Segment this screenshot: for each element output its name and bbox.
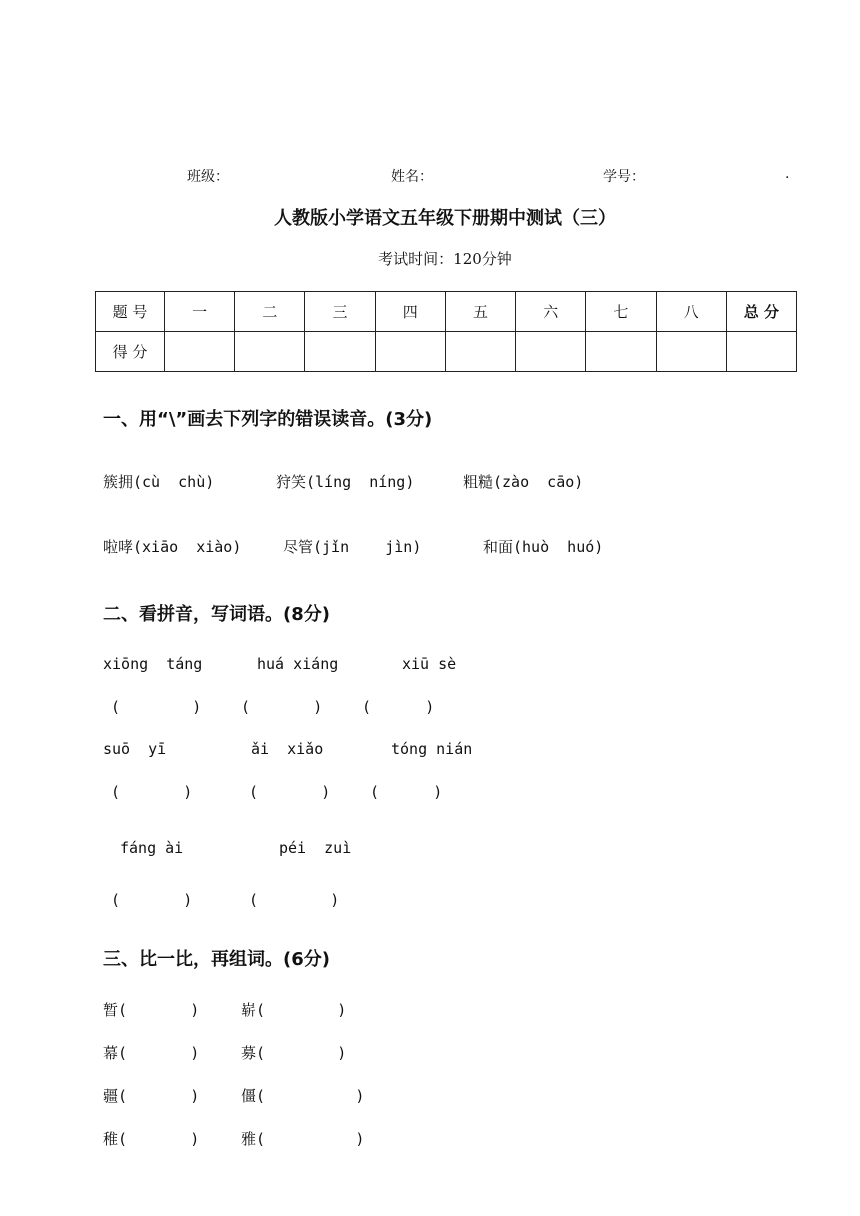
page-title: 人教版小学语文五年级下册期中测试（三） xyxy=(274,208,616,229)
table-cell: 二 xyxy=(235,292,305,332)
compare-item[interactable]: 幕( ) xyxy=(103,1044,200,1062)
score-cell[interactable] xyxy=(235,332,305,372)
pinyin-item: ǎi xiǎo xyxy=(251,740,324,758)
pinyin-item: suō yī xyxy=(103,740,167,758)
table-cell: 四 xyxy=(375,292,445,332)
pronunciation-item: 啦哮(xiāo xiào) xyxy=(103,538,242,556)
answer-blank[interactable]: ( ) xyxy=(111,783,193,801)
score-cell[interactable] xyxy=(726,332,796,372)
pinyin-item: xiū sè xyxy=(402,655,457,673)
pinyin-item: huá xiáng xyxy=(257,655,339,673)
section-heading: 三、比一比，再组词。(6分) xyxy=(103,949,330,970)
compare-item[interactable]: 疆( ) xyxy=(103,1087,200,1105)
table-row xyxy=(96,332,797,372)
score-cell[interactable] xyxy=(656,332,726,372)
pronunciation-item: 簇拥(cù chù) xyxy=(103,473,215,491)
answer-blank[interactable]: ( ) xyxy=(111,698,202,716)
pinyin-item: tóng nián xyxy=(391,740,473,758)
answer-blank[interactable]: ( ) xyxy=(362,698,435,716)
answer-blank[interactable]: ( ) xyxy=(111,891,193,909)
section-heading: 一、用“\”画去下列字的错误读音。(3分) xyxy=(103,409,433,430)
pronunciation-item: 粗糙(zào cāo) xyxy=(463,473,584,491)
table-cell: 五 xyxy=(445,292,515,332)
table-cell: 八 xyxy=(656,292,726,332)
score-cell[interactable] xyxy=(305,332,375,372)
compare-item[interactable]: 暂( ) xyxy=(103,1001,200,1019)
table-cell: 题 号 xyxy=(96,292,165,332)
pronunciation-item: 狩笑(líng níng) xyxy=(276,473,415,491)
answer-blank[interactable]: ( ) xyxy=(249,783,331,801)
score-cell[interactable] xyxy=(516,332,586,372)
table-cell: 六 xyxy=(516,292,586,332)
table-cell: 七 xyxy=(586,292,656,332)
score-cell[interactable] xyxy=(165,332,235,372)
student-id-label: 学号： xyxy=(603,169,645,185)
header-end-mark: . xyxy=(785,166,790,182)
pinyin-item: péi zuì xyxy=(279,839,352,857)
table-cell: 得 分 xyxy=(96,332,165,372)
answer-blank[interactable]: ( ) xyxy=(370,783,443,801)
answer-blank[interactable]: ( ) xyxy=(241,698,323,716)
score-cell[interactable] xyxy=(586,332,656,372)
compare-item[interactable]: 募( ) xyxy=(241,1044,347,1062)
table-cell: 一 xyxy=(165,292,235,332)
compare-item[interactable]: 雅( ) xyxy=(241,1130,365,1148)
compare-item[interactable]: 稚( ) xyxy=(103,1130,200,1148)
pronunciation-item: 尽管(jǐn jìn) xyxy=(283,538,422,556)
score-cell[interactable] xyxy=(375,332,445,372)
class-label: 班级： xyxy=(187,169,229,185)
table-cell: 总 分 xyxy=(726,292,796,332)
compare-item[interactable]: 僵( ) xyxy=(241,1087,365,1105)
exam-time: 考试时间：120分钟 xyxy=(378,250,512,268)
score-cell[interactable] xyxy=(445,332,515,372)
name-label: 姓名： xyxy=(391,169,433,185)
pinyin-item: xiōng táng xyxy=(103,655,203,673)
section-heading: 二、看拼音，写词语。(8分) xyxy=(103,604,330,625)
pinyin-item: fáng ài xyxy=(120,839,184,857)
answer-blank[interactable]: ( ) xyxy=(249,891,340,909)
table-row xyxy=(96,292,797,332)
pronunciation-item: 和面(huò huó) xyxy=(483,538,604,556)
compare-item[interactable]: 崭( ) xyxy=(241,1001,347,1019)
score-table xyxy=(95,291,797,372)
table-cell: 三 xyxy=(305,292,375,332)
